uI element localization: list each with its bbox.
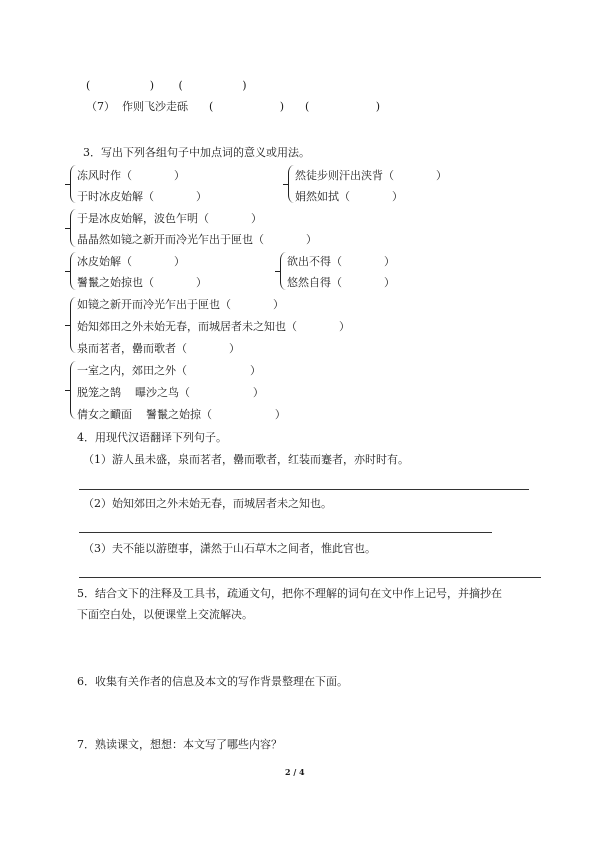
- g1-left-1: 冻风时作（ ）: [77, 169, 185, 182]
- answer-line-1: [79, 489, 529, 490]
- q4-sentence-1: （1）游人虽未盛，泉而茗者，罍而歌者，红装而蹇者，亦时时有。: [83, 453, 409, 466]
- g4-line-2: 始知郊田之外未始无春，而城居者未之知也（ ）: [77, 320, 350, 333]
- g3-left-2: 鬐鬣之始掠也（ ）: [77, 276, 207, 289]
- g5-line-3: 倩女之靧面 鬐鬣之始掠（ ）: [77, 408, 286, 421]
- g1-right-1: 然徒步则汗出浃背（ ）: [295, 169, 447, 182]
- g2-line-2: 晶晶然如镜之新开而冷光乍出于匣也（ ）: [77, 233, 317, 246]
- g5-line-1: 一室之内，郊田之外（ ）: [77, 364, 261, 377]
- g3-right-2: 悠然自得（ ）: [287, 276, 395, 289]
- g5-line-2: 脱笼之鹄 曝沙之鸟（ ）: [77, 386, 264, 399]
- question-7: 7．熟读课文，想想：本文写了哪些内容？: [77, 738, 282, 751]
- g1-left-2: 于时冰皮始解（ ）: [77, 190, 207, 203]
- g1-right-2: 娟然如拭（ ）: [295, 190, 403, 203]
- question-5-line-1: 5．结合文下的注释及工具书，疏通文句，把你不理解的词句在文中作上记号，并摘抄在: [77, 587, 502, 600]
- g2-line-1: 于是冰皮始解，波色乍明（ ）: [77, 212, 262, 225]
- item-7-line: （7） 作则飞沙走砾 ( ) ( ): [86, 100, 380, 113]
- question-3: 3．写出下列各组句子中加点词的意义或用法。: [83, 146, 310, 159]
- answer-line-2: [79, 532, 492, 533]
- g4-line-3: 泉而茗者，罍而歌者（ ）: [77, 342, 240, 355]
- question-6: 6．收集有关作者的信息及本文的写作背景整理在下面。: [77, 675, 348, 688]
- g3-left-1: 冰皮始解（ ）: [77, 255, 185, 268]
- answer-line-3: [79, 577, 541, 578]
- q4-sentence-2: （2）始知郊田之外未始无春，而城居者未之知也。: [83, 497, 332, 510]
- g3-right-1: 欲出不得（ ）: [287, 255, 395, 268]
- question-4: 4．用现代汉语翻译下列句子。: [77, 431, 227, 444]
- answer-blanks-line: ( ) ( ): [86, 79, 247, 92]
- g4-line-1: 如镜之新开而冷光乍出于匣也（ ）: [77, 298, 284, 311]
- question-5-line-2: 下面空白处，以便课堂上交流解决。: [77, 608, 253, 621]
- q4-sentence-3: （3）夫不能以游堕事，潇然于山石草木之间者，惟此官也。: [83, 542, 376, 555]
- page-number: 2 / 4: [285, 767, 305, 777]
